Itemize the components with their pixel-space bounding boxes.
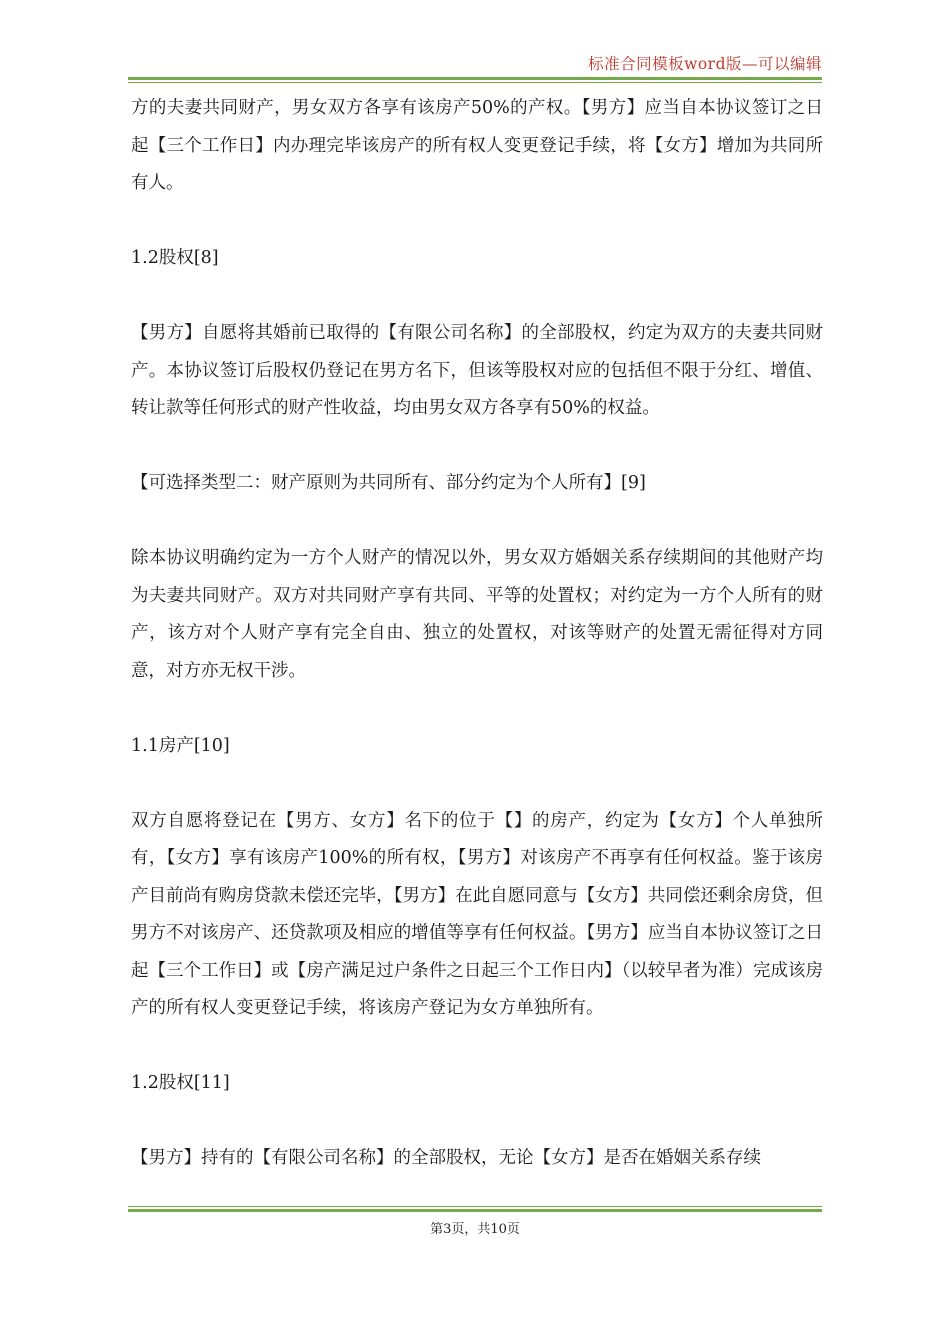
paragraph-equity-joint: 【男方】自愿将其婚前已取得的【有限公司名称】的全部股权，约定为双方的夫妻共同财产。本协议签订后股权仍登记在男方名下，但该等股权对应的包括但不限于分红、增值、转让款等任何形式的财产性收益，均由男女双方各享有50%的权益。	[131, 323, 823, 418]
document-body	[131, 90, 823, 1178]
section-heading-house-10: 1.1房产[10]	[131, 735, 230, 756]
section-heading-equity-11: 1.2股权[11]	[131, 1073, 230, 1093]
footer-divider-thin	[128, 1206, 822, 1207]
paragraph-equity-continued: 【男方】持有的【有限公司名称】的全部股权，无论【女方】是否在婚姻关系存续	[131, 1148, 761, 1168]
header-divider-thin	[128, 82, 822, 83]
page-number: 第3页，共10页	[430, 1222, 520, 1237]
paragraph-house-sole-ownership: 双方自愿将登记在【男方、女方】名下的位于【】的房产，约定为【女方】个人单独所有，【女方】享有该房产100%的所有权，【男方】对该房产不再享有任何权益。鉴于该房产目前尚有购房贷款未偿还完毕，【男方】在此自愿同意与【女方】共同偿还剩余房贷，但男方不对该房产、还贷款项及相应的增值等享有任何权益。【男方】应当自本协议签订之日起【三个工作日】或【房产满足过户条件之日起三个工作日内】（以较早者为准）完成该房产的所有权人变更登记手续，将该房产登记为女方单独所有。	[131, 810, 823, 1018]
paragraph-house-joint-ownership: 方的夫妻共同财产，男女双方各享有该房产50%的产权。【男方】应当自本协议签订之日起【三个工作日】内办理完毕该房产的所有权人变更登记手续，将【女方】增加为共同所有人。	[131, 98, 823, 193]
paragraph-joint-property-principle: 除本协议明确约定为一方个人财产的情况以外，男女双方婚姻关系存续期间的其他财产均为夫妻共同财产。双方对共同财产享有共同、平等的处置权；对约定为一方个人所有的财产，该方对个人财产享有完全自由、独立的处置权，对该等财产的处置无需征得对方同意，对方亦无权干涉。	[131, 548, 823, 681]
page-header-title: 标准合同模板word版—可以编辑	[588, 55, 822, 73]
section-heading-equity-8: 1.2股权[8]	[131, 248, 219, 268]
section-heading-option-type-two: 【可选择类型二：财产原则为共同所有、部分约定为个人所有】[9]	[131, 473, 646, 493]
footer-divider-thick	[128, 1209, 822, 1212]
header-divider-thick	[128, 77, 822, 80]
